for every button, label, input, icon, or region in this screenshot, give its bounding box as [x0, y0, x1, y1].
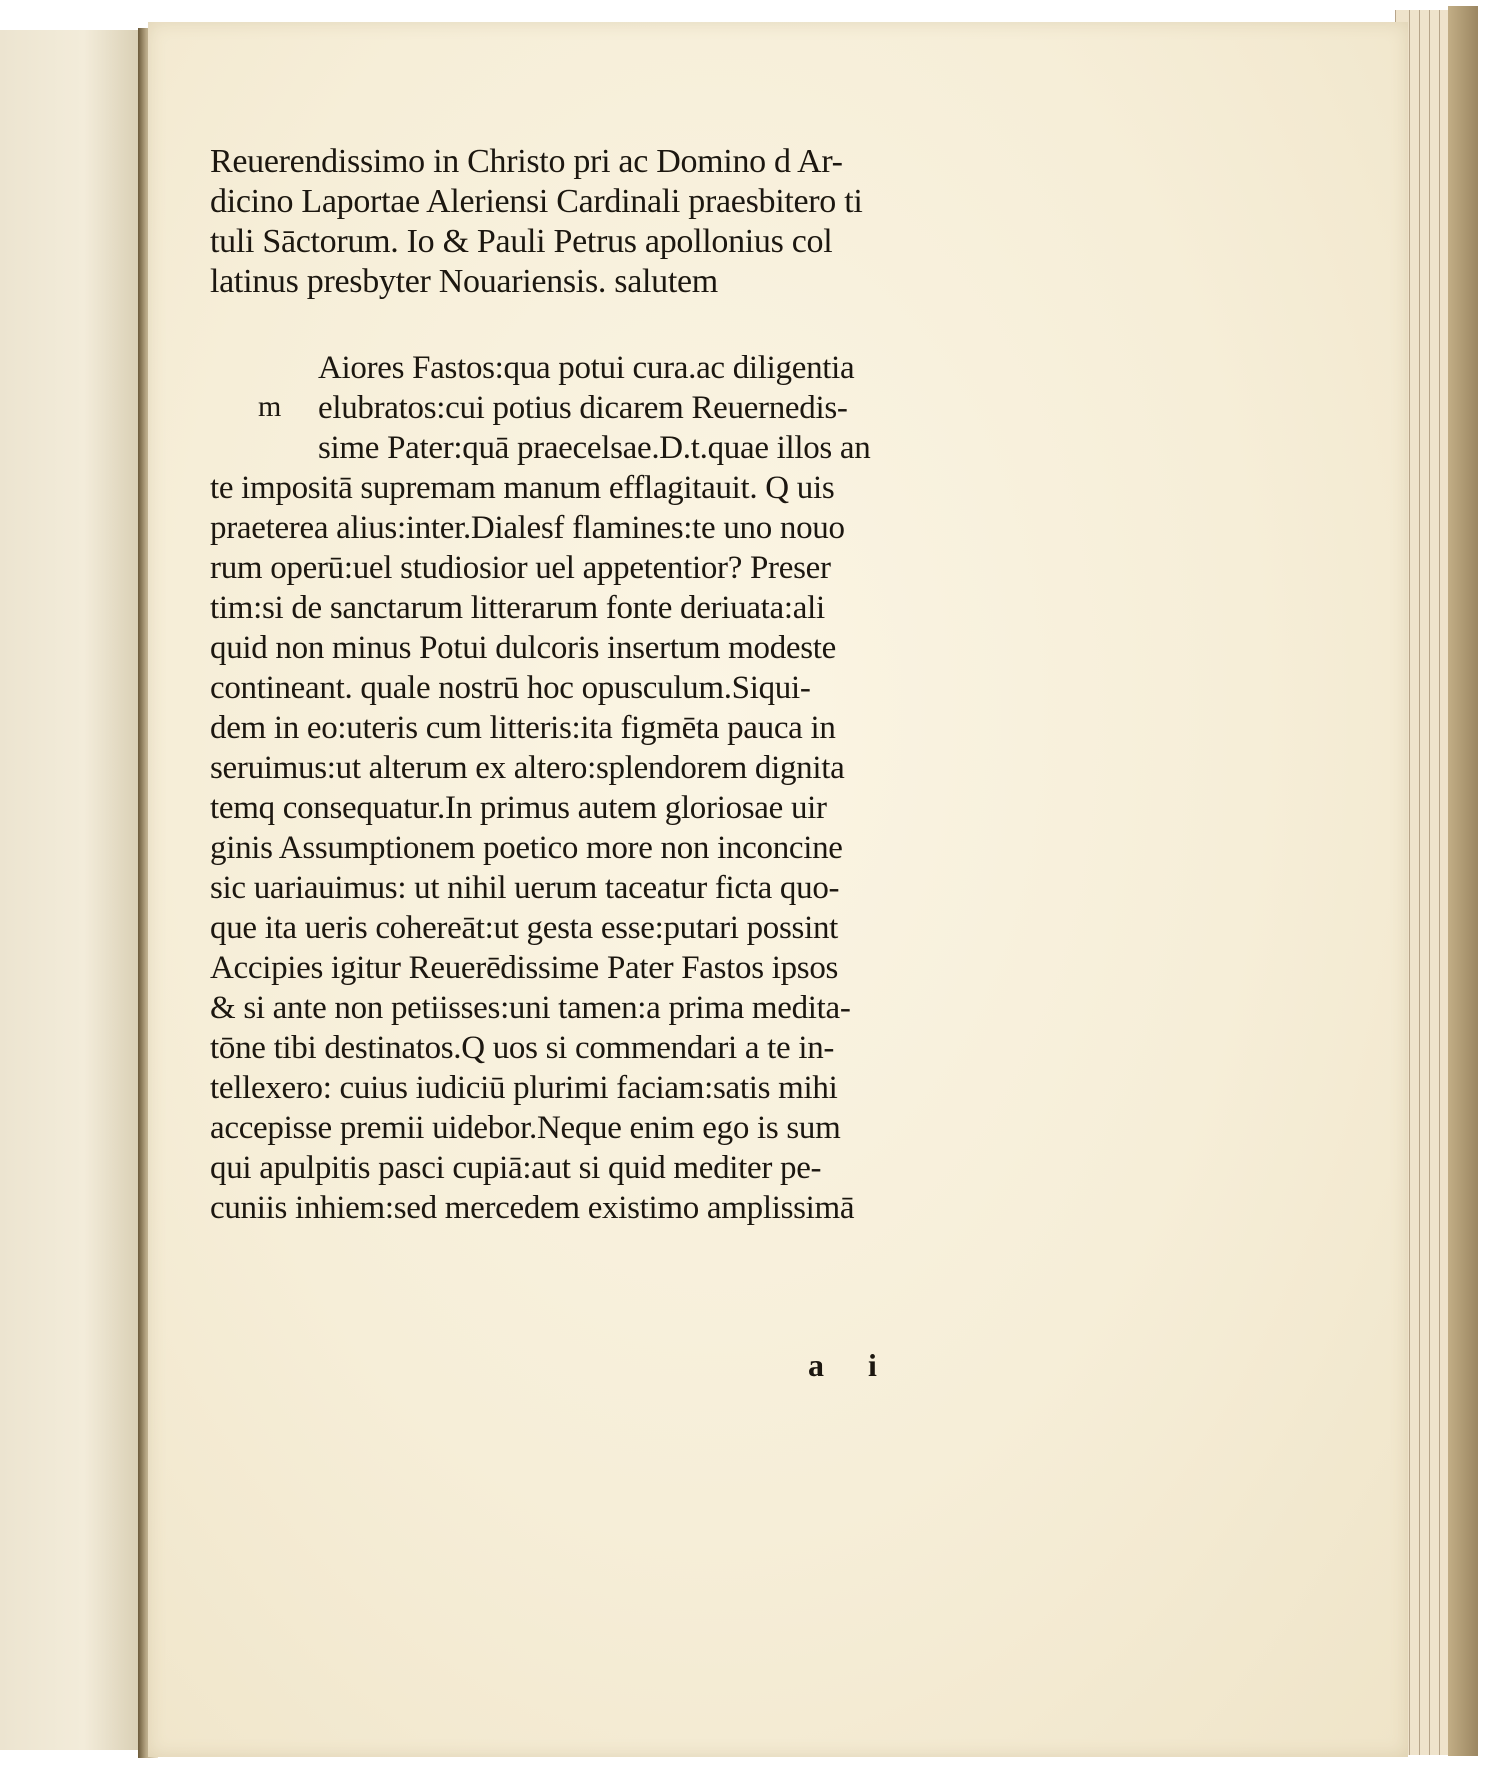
body-line: seruimus:ut alterum ex altero:splendorem dignita	[210, 750, 845, 786]
body-text	[210, 348, 970, 1228]
salutation-line: dicino Laportae Aleriensi Cardinali praesbitero ti	[210, 183, 863, 220]
body-line: qui apulpitis pasci cupiā:aut si quid mediter pe-	[210, 1150, 822, 1186]
body-line: rum operū:uel studiosior uel appetentior? Preser	[210, 550, 831, 586]
body-line: accepisse premii uidebor.Neque enim ego is sum	[210, 1110, 841, 1146]
body-line: temq consequatur.In primus autem gloriosae uir	[210, 790, 827, 826]
body-line: elubratos:cui potius dicarem Reuernedis-	[318, 390, 848, 426]
signature-mark: a i	[808, 1347, 895, 1383]
body-line: cuniis inhiem:sed mercedem existimo amplissimā	[210, 1190, 855, 1226]
page-edges	[1395, 10, 1499, 1755]
body-line: & si ante non petiisses:uni tamen:a prima medita-	[210, 990, 851, 1026]
body-line: quid non minus Potui dulcoris insertum modeste	[210, 630, 837, 666]
body-line: sic uariauimus: ut nihil uerum taceatur ficta quo-	[210, 870, 840, 906]
body-line: Accipies igitur Reuerēdissime Pater Fastos ipsos	[210, 950, 839, 986]
body-line: dem in eo:uteris cum litteris:ita figmēta pauca in	[210, 710, 836, 746]
body-line: tim:si de sanctarum litterarum fonte deriuata:ali	[210, 590, 825, 626]
body-line: sime Pater:quā praecelsae.D.t.quae illos an	[318, 430, 871, 466]
salutation	[210, 142, 970, 302]
body-line: que ita ueris cohereāt:ut gesta esse:putari possint	[210, 910, 839, 946]
left-page	[0, 30, 142, 1750]
body-line: te impositā supremam manum efflagitauit. Q uis	[210, 470, 835, 506]
text-block	[210, 142, 970, 1228]
salutation-line: latinus presbyter Nouariensis. salutem	[210, 263, 718, 300]
body-line: tellexero: cuius iudiciū plurimi faciam:satis mihi	[210, 1070, 838, 1106]
body-line: tōne tibi destinatos.Q uos si commendari a te in-	[210, 1030, 835, 1066]
body-line: Aiores Fastos:qua potui cura.ac diligentia	[318, 350, 855, 386]
salutation-line: tuli Sāctorum. Io & Pauli Petrus apollonius col	[210, 223, 833, 260]
body-line: praeterea alius:inter.Dialesf flamines:te uno nouo	[210, 510, 845, 546]
salutation-line: Reuerendissimo in Christo pri ac Domino d Ar-	[210, 143, 843, 180]
body-line: ginis Assumptionem poetico more non inconcine	[210, 830, 843, 866]
right-page	[148, 22, 1408, 1757]
body-line: contineant. quale nostrū hoc opusculum.Siqui-	[210, 670, 811, 706]
guide-letter: m	[258, 390, 282, 423]
